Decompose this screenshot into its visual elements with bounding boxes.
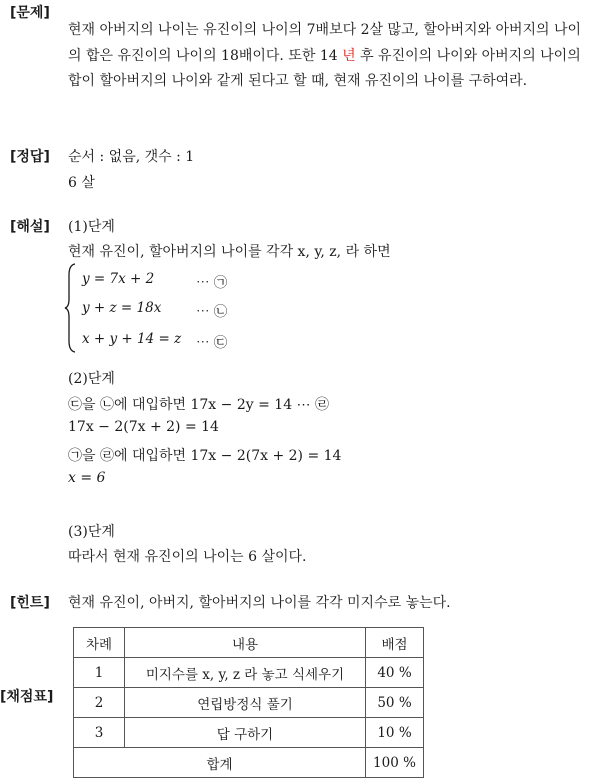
- row-order: 1: [74, 658, 125, 688]
- solution-label: [해설]: [10, 219, 50, 235]
- problem-label: [문제]: [10, 5, 50, 21]
- col-header-score: 배점: [366, 628, 424, 658]
- rubric-table: [73, 627, 424, 778]
- row-content: 답 구하기: [125, 718, 366, 748]
- conclusion: 따라서 현재 유진이의 나이는 6 살이다.: [68, 549, 307, 565]
- system-brace: [64, 263, 78, 353]
- row-score: 40 %: [366, 658, 424, 688]
- equation-2-mark: ⋯ ㉡: [196, 304, 228, 320]
- problem-text-part2: 후 유진이의 나이와 아버지의 나이의 합이 할아버지의 나이와 같게 된다고 할 때, 현재 유진이의 나이를 구하여라.: [68, 47, 581, 89]
- table-row: [74, 688, 424, 718]
- step-1-intro: 현재 유진이, 할아버지의 나이를 각각 x, y, z, 라 하면: [68, 244, 391, 260]
- rubric-header-row: [74, 628, 424, 658]
- row-content: 미지수를 x, y, z 라 놓고 식세우기: [125, 658, 366, 688]
- row-order: 3: [74, 718, 125, 748]
- highlighted-word: 년: [342, 47, 356, 64]
- step-2-line-2: 17x − 2(7x + 2) = 14: [68, 419, 219, 435]
- equation-3: x + y + 14 = z: [82, 331, 182, 347]
- step-3-heading: (3)단계: [68, 524, 115, 540]
- problem-text: [68, 18, 590, 95]
- answer-label: [정답]: [10, 149, 50, 165]
- col-header-order: 차례: [74, 628, 125, 658]
- equation-2: y + z = 18x: [82, 300, 162, 316]
- table-row: [74, 658, 424, 688]
- row-content: 연립방정식 풀기: [125, 688, 366, 718]
- col-header-content: 내용: [125, 628, 366, 658]
- step-1-heading: (1)단계: [68, 219, 115, 235]
- equation-1: y = 7x + 2: [82, 271, 155, 287]
- problem-text-part1: 현재 아버지의 나이는 유진이의 나이의 7배보다 2살 많고, 할아버지와 아버지의 나이의 합은 유진이의 나이의 18배이다. 또한 14: [68, 22, 582, 64]
- step-2-heading: (2)단계: [68, 371, 115, 387]
- step-2-line-1: ㉢을 ㉡에 대입하면 17x − 2y = 14 ⋯ ㉣: [68, 397, 329, 413]
- step-2-line-4: x = 6: [68, 470, 106, 486]
- answer-meta: 순서 : 없음, 갯수 : 1: [68, 149, 195, 165]
- step-2-line-3: ㉠을 ㉣에 대입하면 17x − 2(7x + 2) = 14: [68, 448, 342, 464]
- equation-3-mark: ⋯ ㉢: [196, 335, 228, 351]
- equation-1-mark: ⋯ ㉠: [196, 275, 228, 291]
- row-score: 50 %: [366, 688, 424, 718]
- row-score: 10 %: [366, 718, 424, 748]
- rubric-label: [채점표]: [0, 689, 54, 705]
- table-row: [74, 718, 424, 748]
- total-score: 100 %: [366, 748, 424, 778]
- answer-value: 6 살: [68, 175, 95, 191]
- total-label: 합계: [74, 748, 366, 778]
- hint-text: 현재 유진이, 아버지, 할아버지의 나이를 각각 미지수로 놓는다.: [68, 595, 451, 611]
- row-order: 2: [74, 688, 125, 718]
- hint-label: [힌트]: [10, 595, 50, 611]
